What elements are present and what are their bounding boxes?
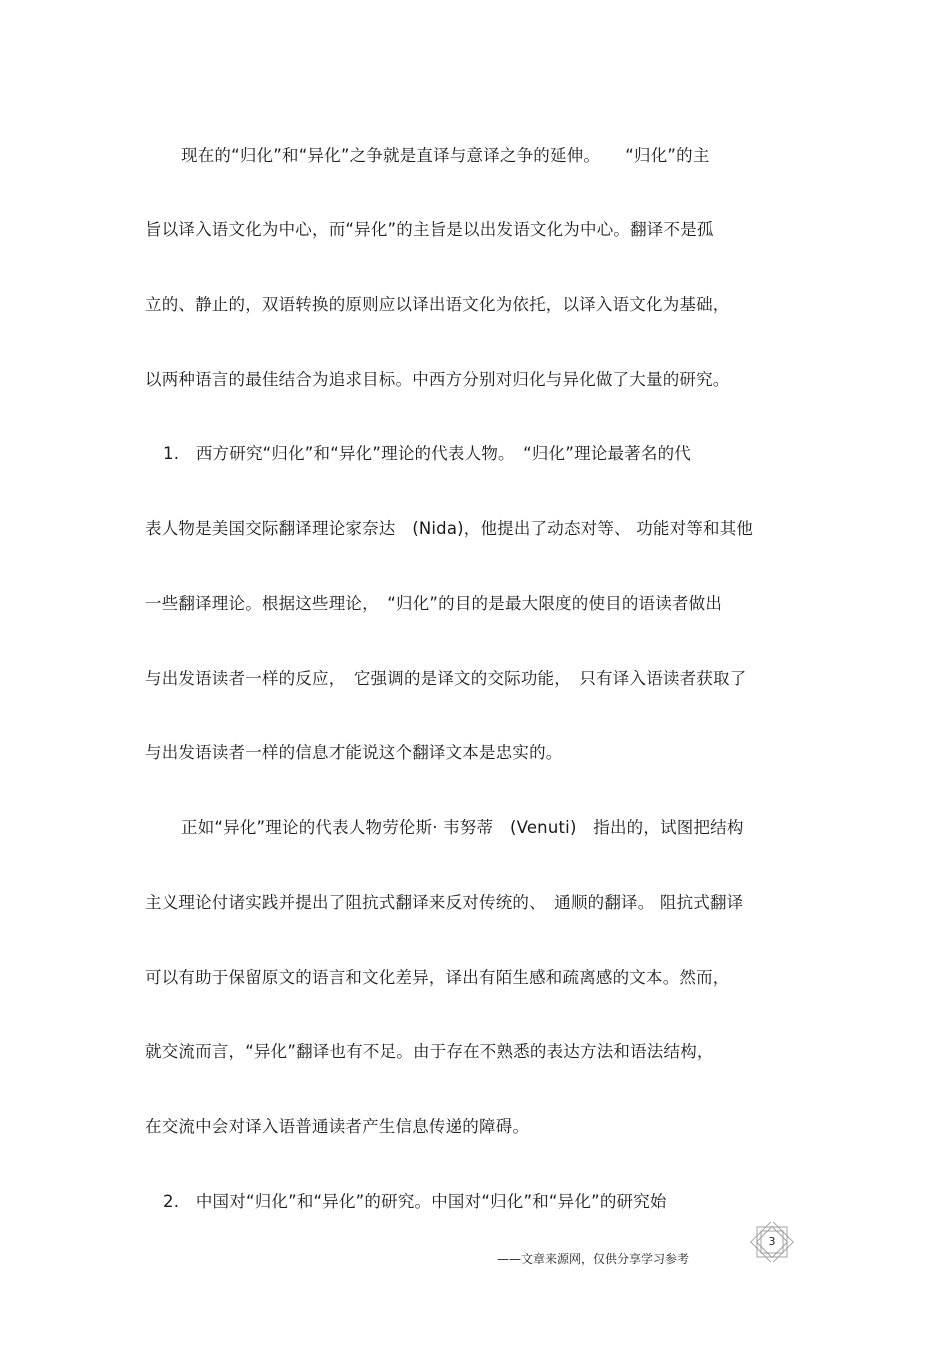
paragraph-line: 与出发语读者一样的反应， 它强调的是译文的交际功能， 只有译入语读者获取了: [145, 669, 747, 688]
paragraph-line: 表人物是美国交际翻译理论家奈达 (Nida)，他提出了动态对等、 功能对等和其他: [145, 519, 754, 538]
paragraph-line: 以两种语言的最佳结合为追求目标。中西方分别对归化与异化做了大量的研究。: [145, 370, 730, 389]
paragraph-line: 正如“异化”理论的代表人物劳伦斯· 韦努蒂 (Venuti) 指出的，试图把结构: [181, 818, 744, 837]
paragraph-line: 在交流中会对译入语普通读者产生信息传递的障碍。: [145, 1117, 530, 1136]
page-number-badge: [748, 1222, 796, 1262]
paragraph-line: 现在的“归化”和“异化”之争就是直译与意译之争的延伸。 “归化”的主: [181, 146, 710, 165]
numbered-heading-line: 2. 中国对“归化”和“异化”的研究。中国对“归化”和“异化”的研究始: [163, 1192, 667, 1211]
numbered-heading-line: 1. 西方研究“归化”和“异化”理论的代表人物。 “归化”理论最著名的代: [163, 444, 691, 463]
footer-source-note: ——文章来源网，仅供分享学习参考: [497, 1252, 690, 1266]
paragraph-line: 一些翻译理论。根据这些理论， “归化”的目的是最大限度的使目的语读者做出: [145, 594, 723, 613]
page-number: 3: [768, 1235, 776, 1248]
paragraph-line: 可以有助于保留原文的语言和文化差异，译出有陌生感和疏离感的文本。然而，: [145, 968, 730, 987]
paragraph-line: 主义理论付诸实践并提出了阻抗式翻译来反对传统的、 通顺的翻译。 阻抗式翻译: [145, 893, 744, 912]
paragraph-line: 立的、静止的，双语转换的原则应以译出语文化为依托，以译入语文化为基础，: [145, 295, 730, 314]
paragraph-line: 与出发语读者一样的信息才能说这个翻译文本是忠实的。: [145, 743, 563, 762]
paragraph-line: 旨以译入语文化为中心，而“异化”的主旨是以出发语文化为中心。翻译不是孤: [145, 220, 714, 239]
paragraph-line: 就交流而言，“异化”翻译也有不足。由于存在不熟悉的表达方法和语法结构，: [145, 1042, 714, 1061]
